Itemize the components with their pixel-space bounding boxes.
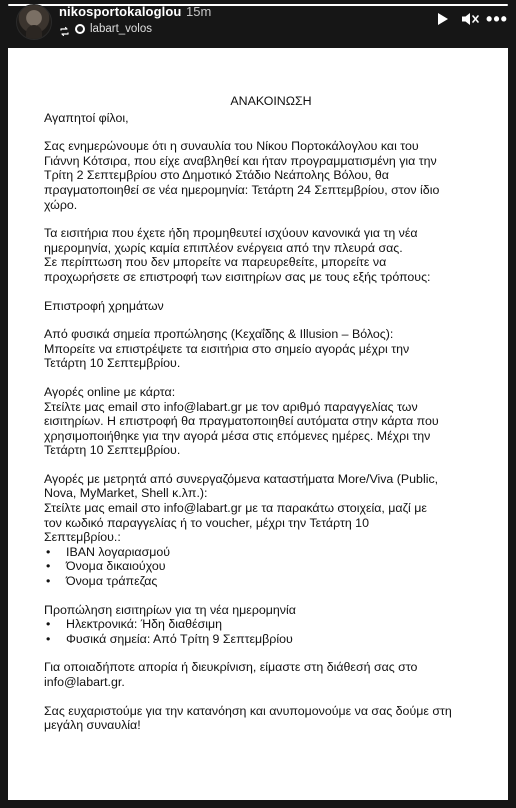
text-line: Τα εισιτήρια που έχετε ήδη προμηθευτεί ισχύουν κανονικά για τη νέα (44, 226, 418, 241)
text-line: Αγορές με μετρητά από συνεργαζόμενα καταστήματα More/Viva (Public, (44, 471, 439, 486)
online-card-paragraph (44, 385, 484, 458)
presale-list (44, 617, 484, 646)
text-line: Από φυσικά σημεία προπώλησης (Κεχαΐδης & Illusion – Βόλος): (44, 327, 394, 342)
text-line: Τετάρτη 10 Σεπτεμβρίου. (44, 443, 181, 458)
tickets-valid-paragraph (44, 226, 484, 284)
text-line: προχωρήσετε σε επιστροφή των εισιτηρίων σας με τους εξής τρόπους: (44, 269, 431, 284)
text-line: Μπορείτε να επιστρέψετε τα εισιτήρια στο σημείο αγοράς μέχρι την (44, 341, 410, 356)
user-avatar[interactable] (16, 4, 52, 40)
reshared-account-name[interactable]: labart_volos (90, 23, 153, 35)
list-item: • Ηλεκτρονικά: Ήδη διαθέσιμη (44, 617, 484, 632)
document-body (44, 94, 484, 747)
text-line: Nova, MyMarket, Shell κ.λπ.): (44, 486, 208, 501)
text-line: πραγματοποιηθεί σε νέα ημερομηνία: Τετάρτη 24 Σεπτεμβρίου, στον ίδιο (44, 182, 440, 197)
text-line: τον κωδικό παραγγελίας ή το voucher, μέχρι την Τετάρτη 10 (44, 515, 369, 530)
announcement-document (8, 48, 508, 800)
document-title: ΑΝΑΚΟΙΝΩΣΗ (230, 94, 312, 108)
intro-paragraph (44, 139, 484, 212)
repost-icon (59, 24, 70, 35)
text-line: Σε περίπτωση που δεν μπορείτε να παρευρεθείτε, μπορείτε να (44, 255, 387, 270)
refund-details-list (44, 545, 484, 589)
list-item: • Όνομα δικαιούχου (44, 559, 484, 574)
list-item: • Όνομα τράπεζας (44, 574, 484, 589)
text-line: εισιτηρίων. Η επιστροφή θα πραγματοποιηθεί αυτόματα στην κάρτα που (44, 414, 439, 429)
presale-heading: Προπώληση εισιτηρίων για τη νέα ημερομηνία (44, 602, 296, 617)
contact-paragraph (44, 660, 484, 689)
physical-points-paragraph (44, 327, 484, 371)
text-line: Σας ευχαριστούμε για την κατανόηση και ανυπομονούμε να σας δούμε στη (44, 703, 452, 718)
text-line: ημερομηνία, χωρίς καμία επιπλέον ενέργεια από την πλευρά σας. (44, 240, 403, 255)
greeting: Αγαπητοί φίλοι, (44, 110, 129, 125)
play-icon (437, 12, 449, 26)
refund-heading: Επιστροφή χρημάτων (44, 298, 164, 313)
text-line: Γιάννη Κότσιρα, που είχε αναβληθεί και ήταν προγραμματισμένη για την (44, 153, 437, 168)
play-button[interactable] (436, 10, 450, 28)
username[interactable]: nikosportokaloglou (59, 4, 182, 19)
text-line: Στείλτε μας email στο info@labart.gr με τον αριθμό παραγγελίας των (44, 399, 418, 414)
story-timestamp: 15m (186, 4, 212, 19)
reshare-attribution[interactable] (59, 22, 152, 36)
text-line: Στείλτε μας email στο info@labart.gr με τα παρακάτω στοιχεία, μαζί με (44, 501, 427, 516)
thanks-paragraph (44, 704, 484, 733)
story-header (0, 0, 516, 44)
more-dots-icon: ••• (486, 9, 508, 29)
more-options-button[interactable] (488, 10, 506, 28)
text-line: info@labart.gr. (44, 675, 125, 689)
list-item: • IBAN λογαριασμού (44, 545, 484, 560)
text-line: Για οποιαδήποτε απορία ή διευκρίνιση, είμαστε στη διάθεσή σας στο (44, 660, 418, 675)
text-line: Αγορές online με κάρτα: (44, 384, 176, 399)
text-line: Τρίτη 2 Σεπτεμβρίου στο Δημοτικό Στάδιο Νεάπολης Βόλου, θα (44, 168, 389, 183)
mute-button[interactable] (461, 10, 479, 28)
text-line: Τετάρτη 10 Σεπτεμβρίου. (44, 356, 181, 371)
profile-mini-icon (75, 24, 85, 34)
text-line: χρησιμοποιήθηκε για την αγορά μέσα στις επόμενες ημέρες. Μέχρι την (44, 428, 431, 443)
presale-section (44, 603, 484, 647)
text-line: Σας ενημερώνουμε ότι η συναυλία του Νίκου Πορτοκάλογλου και του (44, 139, 419, 154)
list-item: • Φυσικά σημεία: Από Τρίτη 9 Σεπτεμβρίου (44, 632, 484, 647)
cash-stores-paragraph (44, 472, 484, 589)
text-line: χώρο. (44, 197, 78, 212)
text-line: μεγάλη συναυλία! (44, 718, 141, 733)
speaker-muted-icon (461, 11, 479, 27)
text-line: Σεπτεμβρίου.: (44, 530, 121, 545)
